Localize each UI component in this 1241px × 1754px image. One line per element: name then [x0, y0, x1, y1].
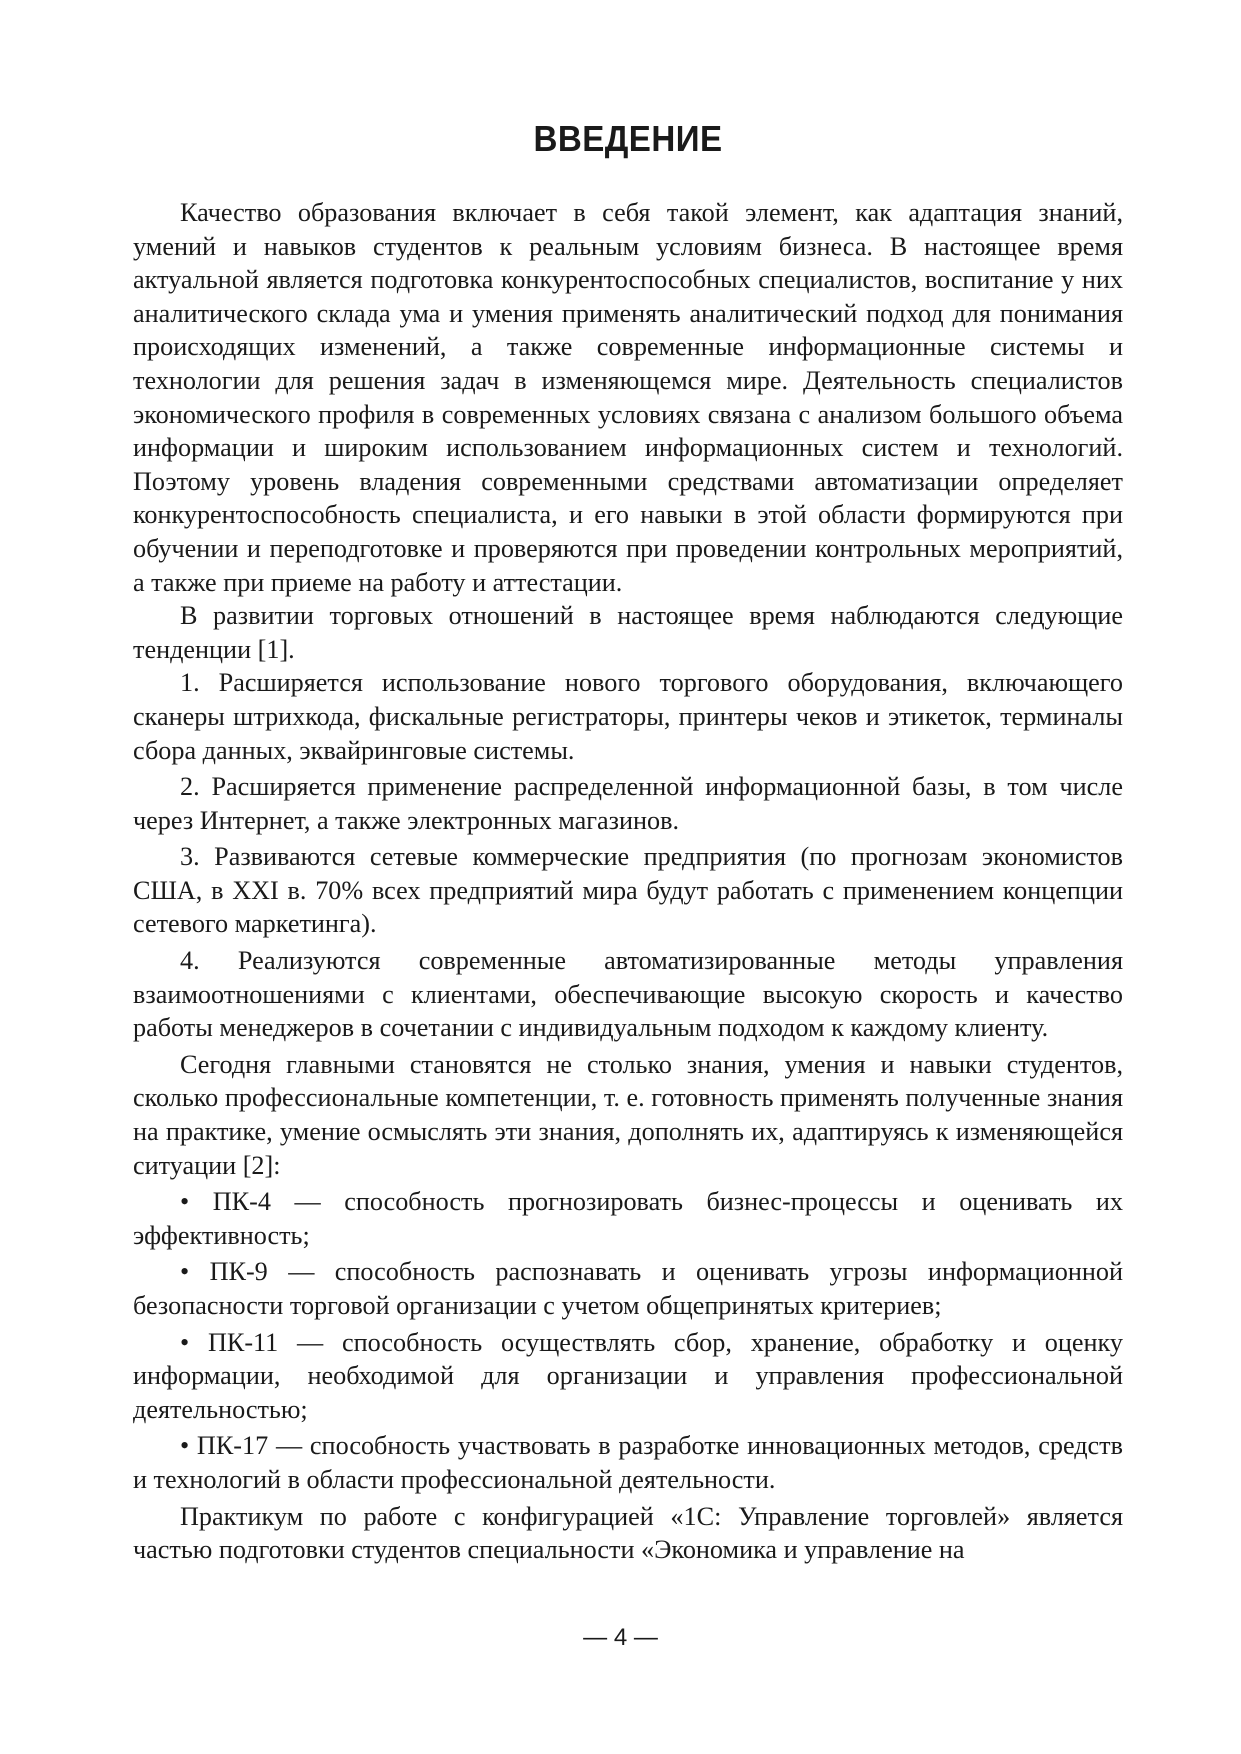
list-item-trend-1: 1. Расширяется использование нового торгового оборудования, включающего сканеры штрихкода, фискальные регистраторы, принтеры чеков и этикеток, терминалы сбора данных, эквайринговые системы. [133, 668, 1123, 765]
list-item-trend-3: 3. Развиваются сетевые коммерческие предприятия (по прогнозам экономистов США, в XXI в. 70% всех предприятий мира будут работать с применением концепции сетевого маркетинга). [133, 842, 1123, 939]
body-text [133, 196, 1123, 1567]
list-item-pk-17: • ПК-17 — способность участвовать в разработке инновационных методов, средств и технологий в области профессиональной деятельности. [133, 1431, 1123, 1494]
list-item-trend-4: 4. Реализуются современные автоматизированные методы управления взаимоотношениями с клиентами, обеспечивающие высокую скорость и качество работы менеджеров в сочетании с индивидуальным подходом к каждому клиенту. [133, 946, 1123, 1043]
paragraph-competencies: Сегодня главными становятся не столько знания, умения и навыки студентов, сколько профессиональные компетенции, т. е. готовность применять полученные знания на практике, умение осмыслять эти знания, дополнять их, адаптируясь к изменяющейся ситуации [2]: [133, 1049, 1123, 1180]
list-item-pk-11: • ПК-11 — способность осуществлять сбор, хранение, обработку и оценку информации, необходимой для организации и управления профессиональной деятельностью; [133, 1327, 1123, 1424]
list-item-pk-4: • ПК-4 — способность прогнозировать бизнес-процессы и оценивать их эффективность; [133, 1187, 1123, 1250]
list-item-pk-9: • ПК-9 — способность распознавать и оценивать угрозы информационной безопасности торговой организации с учетом общепринятых критериев; [133, 1257, 1123, 1320]
list-item-trend-2: 2. Расширяется применение распределенной информационной базы, в том числе через Интернет, а также электронных магазинов. [133, 772, 1123, 835]
page-number: — 4 — [583, 1624, 658, 1651]
paragraph-trends: В развитии торговых отношений в настоящее время наблюдаются следующие тенденции [1]. [133, 601, 1123, 664]
page-title: ВВЕДЕНИЕ [533, 118, 723, 159]
page-content [133, 118, 1123, 1567]
paragraph-intro: Качество образования включает в себя такой элемент, как адаптация знаний, умений и навыков студентов к реальным условиям бизнеса. В настоящее время актуальной является подготовка конкурентоспособных специалистов, воспитание у них аналитического склада ума и умения применять аналитический подход для понимания происходящих изменений, а также современные информационные системы и технологии для решения задач в изменяющемся мире. Деятельность специалистов экономического профиля в современных условиях связана с анализом большого объема информации и широким использованием информационных систем и технологий. Поэтому уровень владения современными средствами автоматизации определяет конкурентоспособность специалиста, и его навыки в этой области формируются при обучении и переподготовке и проверяются при проведении контрольных мероприятий, а также при приеме на работу и аттестации. [133, 198, 1123, 597]
paragraph-practicum: Практикум по работе с конфигурацией «1С: Управление торговлей» является частью подготовки студентов специальности «Экономика и управление на [133, 1501, 1123, 1565]
